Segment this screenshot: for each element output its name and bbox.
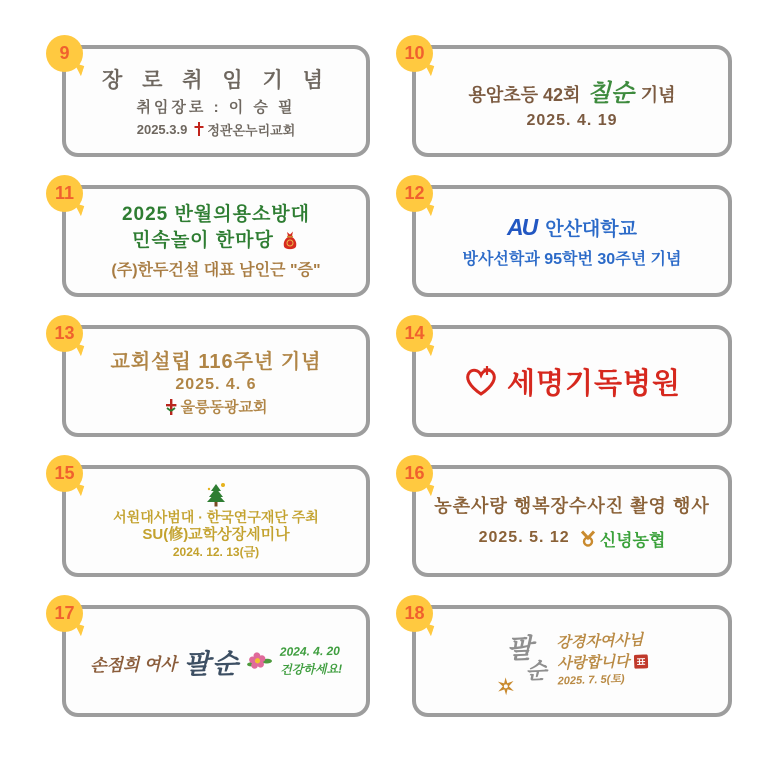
card-number-badge: 16	[396, 455, 433, 492]
card17-content	[90, 639, 343, 682]
card-number-badge: 10	[396, 35, 433, 72]
card17-person: 손점희 여사	[89, 654, 178, 675]
card16-coop	[580, 526, 666, 551]
card-number-badge: 15	[46, 455, 83, 492]
card15-seminar: SU(修)교학상장세미나	[142, 526, 290, 544]
label-card-17[interactable]	[54, 603, 370, 717]
card14-hospital: 세명기독병원	[506, 367, 682, 400]
card17-palsun: 팔순	[183, 648, 241, 680]
card10-date: 2025. 4. 19	[526, 111, 618, 129]
card11-title: 2025 반월의용소방대	[121, 204, 311, 226]
heart-cross-logo-icon	[463, 365, 501, 397]
card-number-badge: 17	[46, 595, 83, 632]
pink-flower-icon	[247, 649, 273, 671]
card9-footer	[137, 120, 296, 139]
card13-date: 2025. 4. 6	[175, 376, 257, 393]
label-card-14[interactable]	[404, 323, 732, 437]
label-card-16[interactable]	[404, 463, 732, 577]
card15-hosts: 서원대사범대 · 한국연구재단 주최	[113, 508, 319, 525]
red-seal-stamp-icon	[635, 654, 649, 668]
red-cross-icon	[194, 122, 204, 136]
card10-title	[468, 73, 675, 108]
card10-school: 용암초등 42회	[468, 84, 581, 105]
card11-subtitle	[132, 228, 300, 254]
nh-coop-sprout-icon	[580, 530, 596, 547]
card-number-badge: 11	[46, 175, 83, 212]
card-number-badge: 18	[396, 595, 433, 632]
card16-date: 2025. 5. 12	[478, 529, 570, 546]
card9-title: 장 로 취 임 기 념	[102, 68, 330, 92]
label-card-18[interactable]	[404, 603, 732, 717]
card18-love: 사랑합니다	[557, 652, 631, 673]
card18-pal: 팔	[506, 633, 534, 665]
card13-church: 울릉동광교회	[180, 399, 268, 416]
ansan-university-logo: AU	[506, 213, 537, 240]
card11-event: 민속놀이 한마당	[132, 230, 274, 251]
label-card-9[interactable]	[59, 43, 370, 157]
card17-wish: 건강하세요!	[280, 660, 343, 676]
card18-person: 강경자여사님	[556, 631, 644, 652]
church-cross-icon	[165, 399, 177, 415]
card10-ginyeom: 기념	[640, 84, 676, 105]
christmas-tree-icon	[204, 482, 228, 507]
card9-subtitle: 취임장로 : 이 승 필	[136, 98, 296, 116]
card18-message-block	[556, 631, 649, 690]
card12-university: 안산대학교	[545, 218, 637, 240]
card12-header	[507, 214, 637, 241]
card18-palsun	[494, 630, 548, 696]
lucky-pouch-icon	[280, 230, 300, 251]
label-card-11[interactable]	[54, 183, 370, 297]
card9-date: 2025.3.9	[136, 121, 188, 137]
card17-side-text	[280, 641, 343, 678]
card17-date: 2024. 4. 20	[279, 642, 341, 658]
card14-logo-row	[463, 361, 681, 402]
card12-subtitle: 방사선학과 95학번 30주년 기념	[462, 250, 682, 268]
card15-date: 2024. 12. 13(금)	[172, 545, 260, 560]
card9-church: 정관온누리교회	[207, 122, 296, 138]
card18-content	[494, 626, 650, 695]
gold-flower-icon	[496, 676, 517, 702]
card-number-badge: 13	[46, 315, 83, 352]
card-number-badge: 12	[396, 175, 433, 212]
label-card-15[interactable]	[54, 463, 370, 577]
card18-sun: 순	[525, 657, 548, 684]
card-number-badge: 14	[396, 315, 433, 352]
label-card-13[interactable]	[54, 323, 370, 437]
label-card-12[interactable]	[404, 183, 732, 297]
card13-title: 교회설립 116주년 기념	[110, 351, 322, 373]
card16-title: 농촌사랑 행복장수사진 촬영 행사	[434, 495, 710, 516]
card-number-badge: 9	[46, 35, 83, 72]
card16-footer	[479, 526, 666, 551]
card16-coop-name: 신녕농협	[599, 530, 666, 550]
card18-date: 2025. 7. 5(토)	[557, 672, 626, 688]
label-card-10[interactable]	[404, 43, 732, 157]
card10-chilsun: 칠순	[587, 79, 634, 107]
card11-donor: (주)한두건설 대표 남인근 "증"	[111, 261, 321, 279]
card13-footer	[165, 396, 268, 417]
